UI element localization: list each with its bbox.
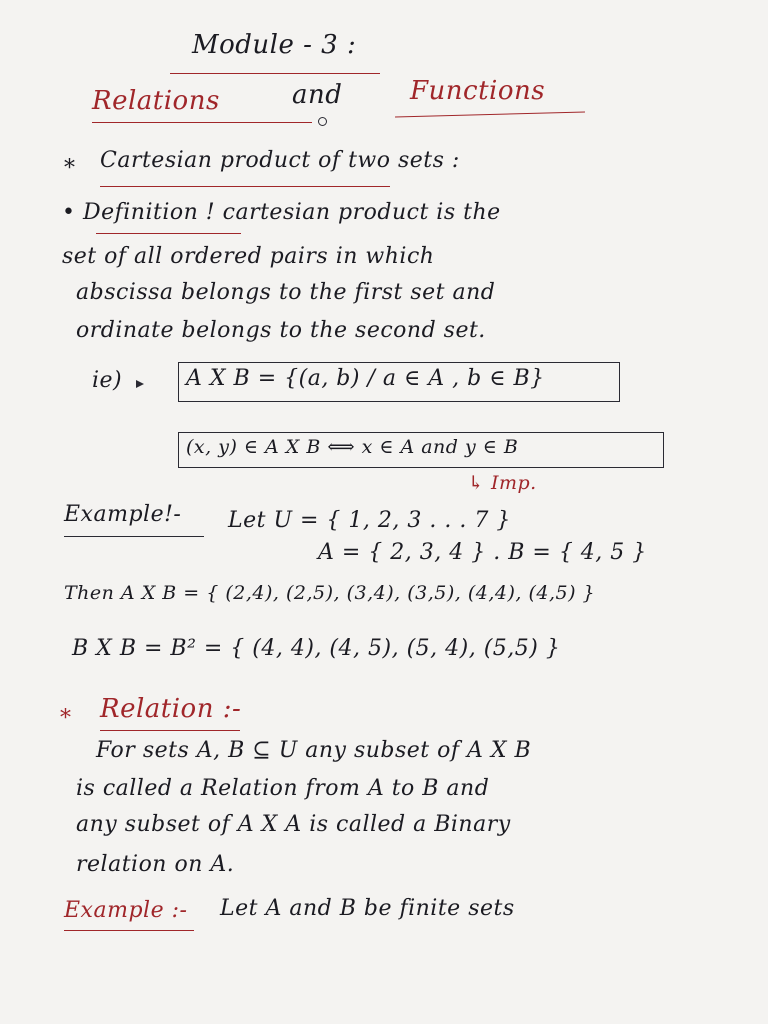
product-formula: A X B = {(a, b) / a ∈ A , b ∈ B}	[186, 366, 545, 391]
separator-circle	[318, 117, 327, 126]
example-underline	[64, 536, 204, 537]
title-underline	[170, 73, 380, 74]
definition-line-1: • Definition ! cartesian product is the	[62, 200, 501, 225]
module-title: Module - 3 :	[192, 30, 357, 60]
relation-line-1: For sets A, B ⊆ U any subset of A X B	[96, 738, 532, 763]
example-axb: Then A X B = { (2,4), (2,5), (3,4), (3,5), (4,4), (4,5) }	[64, 582, 596, 604]
and-word: and	[292, 80, 343, 110]
relation-line-3: any subset of A X A is called a Binary	[76, 812, 511, 837]
definition-line-3: abscissa belongs to the first set and	[76, 280, 496, 305]
definition-underline	[96, 233, 241, 234]
example-universe: Let U = { 1, 2, 3 . . . 7 }	[228, 508, 511, 533]
relations-underline	[92, 122, 312, 123]
example-label: Example!-	[64, 502, 182, 527]
definition-line-2: set of all ordered pairs in which	[62, 244, 435, 269]
relation-underline	[100, 730, 240, 731]
definition-line-4: ordinate belongs to the second set.	[76, 318, 486, 343]
ie-label: ie)	[92, 368, 123, 393]
example2-text: Let A and B be finite sets	[220, 896, 515, 921]
example2-underline	[64, 930, 194, 931]
cartesian-underline	[100, 186, 390, 187]
example-bxb: B X B = B² = { (4, 4), (4, 5), (5, 4), (5,5) }	[72, 636, 561, 661]
relation-line-2: is called a Relation from A to B and	[76, 776, 490, 801]
bullet-star: *	[64, 156, 76, 181]
iff-formula: (x, y) ∈ A X B ⟺ x ∈ A and y ∈ B	[186, 436, 519, 458]
functions-underline	[395, 112, 585, 118]
relation-line-4: relation on A.	[76, 852, 235, 877]
functions-heading: Functions	[410, 76, 546, 106]
relations-heading: Relations	[92, 86, 220, 116]
arrow-icon	[136, 380, 144, 388]
example-sets: A = { 2, 3, 4 } . B = { 4, 5 }	[318, 540, 647, 565]
cartesian-heading: Cartesian product of two sets :	[100, 148, 460, 173]
important-note: ↳ Imp.	[468, 472, 537, 494]
relation-star: *	[60, 706, 72, 731]
relation-heading: Relation :-	[100, 694, 242, 724]
example2-label: Example :-	[64, 898, 188, 923]
